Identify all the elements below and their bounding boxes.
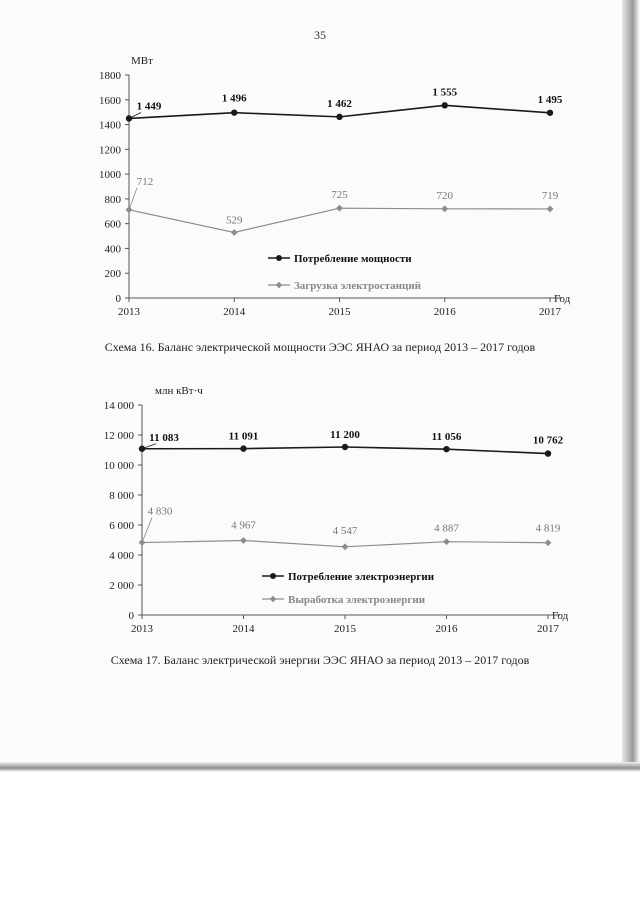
x-tick-label: 2017 [537,623,559,635]
y-tick-label: 1000 [99,169,121,182]
y-axis-label: млн кВт·ч [155,385,203,397]
x-tick-label: 2013 [131,623,153,635]
y-tick-label: 1800 [99,70,121,82]
data-label: 11 091 [228,430,259,443]
data-point [342,444,348,450]
data-label: 712 [136,175,154,188]
x-tick-label: 2015 [334,623,356,635]
legend-label: Выработка электроэнергии [288,594,426,606]
data-label: 1 496 [221,92,247,105]
x-tick-label: 2014 [223,306,246,318]
x-tick-label: 2015 [328,306,351,318]
data-label-leader [142,518,152,543]
data-point [336,205,343,212]
data-point [240,445,246,451]
energy-balance-chart [0,380,640,650]
data-label: 1 555 [432,86,458,99]
data-label: 1 449 [136,100,162,113]
y-tick-label: 1400 [99,119,121,132]
x-tick-label: 2014 [232,623,255,635]
data-label: 4 819 [535,522,561,535]
y-tick-label: 600 [104,218,121,231]
x-tick-label: 2017 [539,306,561,318]
data-point [443,446,449,452]
data-label: 11 056 [431,431,462,444]
legend-marker [270,573,276,579]
y-tick-label: 2 000 [109,580,134,592]
scan-shadow-bottom [0,762,640,772]
y-tick-label: 1600 [99,94,121,107]
data-label: 4 830 [147,505,173,518]
data-point [139,446,145,452]
data-label: 1 462 [327,97,352,110]
data-point [442,102,448,108]
legend-marker [276,282,282,288]
series-line [129,208,550,232]
data-label: 4 547 [332,524,358,537]
y-tick-label: 0 [128,610,134,622]
y-tick-label: 4 000 [109,550,134,562]
data-point [547,206,554,213]
data-point [545,450,551,456]
legend-label: Загрузка электростанций [294,280,421,292]
data-label: 11 200 [330,429,360,441]
data-point [547,110,553,116]
data-point [139,539,146,546]
y-tick-label: 6 000 [109,520,134,532]
data-label: 11 083 [149,431,179,444]
power-balance-chart [0,48,640,328]
data-point [231,229,238,236]
legend-marker [270,596,276,602]
data-point [231,109,237,115]
data-point [441,205,448,212]
chart-caption-16: Схема 16. Баланс электрической мощности ЭЭС ЯНАО за период 2013 – 2017 годов [104,340,536,354]
y-tick-label: 0 [115,293,121,305]
x-axis-label: Год [554,293,571,305]
data-label: 719 [541,189,559,202]
y-axis-label: МВт [131,55,153,67]
y-tick-label: 8 000 [109,490,134,502]
data-label: 1 495 [537,93,563,106]
y-tick-label: 1200 [99,144,121,157]
x-tick-label: 2016 [435,623,458,635]
data-point [336,114,342,120]
chart-caption-17: Схема 17. Баланс электрической энергии ЭЭС ЯНАО за период 2013 – 2017 годов [110,653,530,667]
x-axis-label: Год [552,610,569,622]
x-tick-label: 2013 [118,306,140,318]
data-point [545,539,552,546]
y-tick-label: 400 [104,243,121,256]
data-label: 10 762 [532,434,564,447]
legend-label: Потребление мощности [294,253,412,265]
data-label-leader [129,188,137,210]
data-label: 720 [436,189,453,202]
y-tick-label: 10 000 [103,460,134,472]
data-point [240,537,247,544]
data-label: 529 [226,214,243,227]
y-tick-label: 800 [104,193,121,206]
x-tick-label: 2016 [433,306,456,318]
legend-marker [276,255,282,261]
legend-label: Потребление электроэнергии [288,571,435,583]
data-point [342,543,349,550]
y-tick-label: 14 000 [103,400,134,412]
y-tick-label: 200 [104,268,121,281]
y-tick-label: 12 000 [103,430,134,442]
data-point [443,538,450,545]
data-label: 725 [331,189,348,202]
data-label: 4 967 [231,519,256,532]
data-label: 4 887 [434,522,459,535]
page-number: 35 [314,28,326,42]
